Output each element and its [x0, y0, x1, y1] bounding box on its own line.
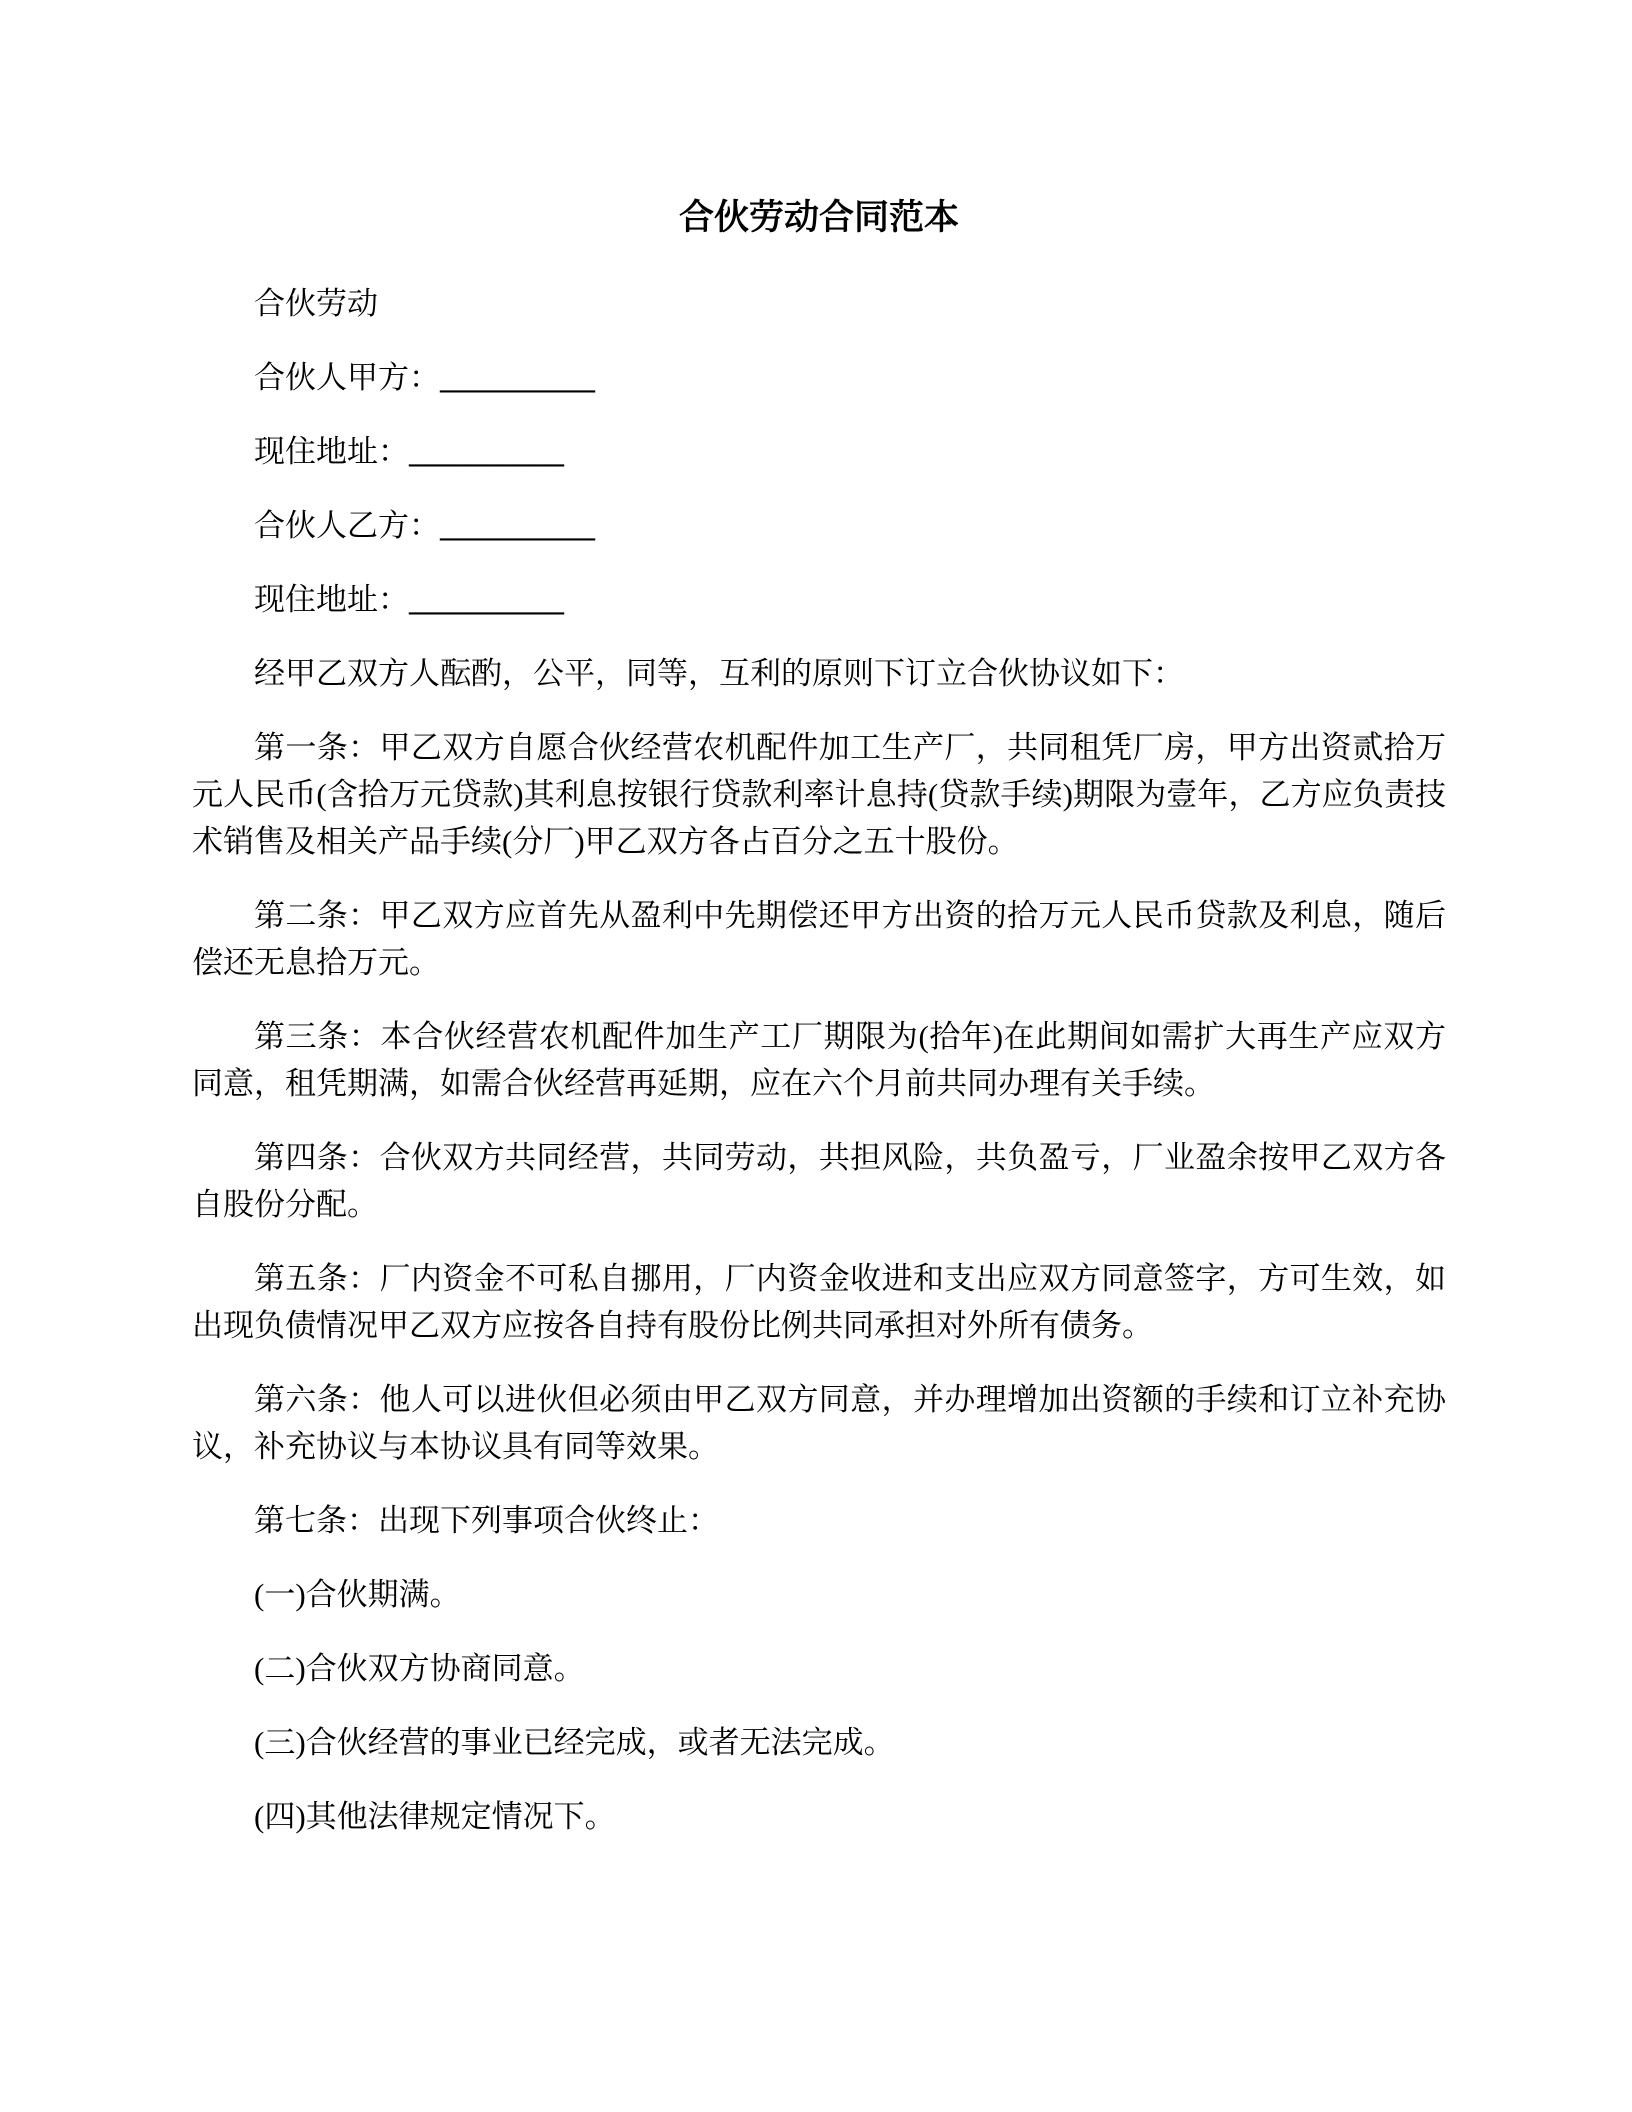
termination-item-4: (四)其他法律规定情况下。 — [254, 1799, 616, 1834]
field-partner-a — [192, 354, 1446, 401]
document-title: 合伙劳动合同范本 — [678, 198, 959, 237]
clause-6: 第六条：他人可以进伙但必须由甲乙双方同意，并办理增加出资额的手续和订立补充协议，补充协议与本协议具有同等效果。 — [192, 1382, 1446, 1464]
field-partner-b — [192, 502, 1446, 549]
field-address-b — [192, 576, 1446, 623]
field-address-a — [192, 428, 1446, 475]
termination-item-3: (三)合伙经营的事业已经完成，或者无法完成。 — [254, 1725, 895, 1760]
field-address-a-label: 现住地址： — [254, 434, 409, 469]
preamble: 经甲乙双方人酝酌，公平，同等，互利的原则下订立合伙协议如下： — [254, 656, 1184, 691]
field-partner-b-label: 合伙人乙方： — [254, 508, 440, 543]
field-address-b-label: 现住地址： — [254, 582, 409, 617]
clause-4: 第四条：合伙双方共同经营，共同劳动，共担风险，共负盈亏，厂业盈余按甲乙双方各自股份分配。 — [192, 1140, 1446, 1222]
clause-2: 第二条：甲乙双方应首先从盈利中先期偿还甲方出资的拾万元人民币贷款及利息，随后偿还无息拾万元。 — [192, 898, 1446, 980]
field-address-b-blank-line: __________ — [409, 582, 564, 617]
field-address-a-blank-line: __________ — [409, 434, 564, 469]
field-partner-b-blank-line: __________ — [440, 508, 595, 543]
termination-item-2: (二)合伙双方协商同意。 — [254, 1651, 585, 1686]
field-partner-a-label: 合伙人甲方： — [254, 360, 440, 395]
clause-7: 第七条：出现下列事项合伙终止： — [254, 1503, 719, 1538]
clause-1: 第一条：甲乙双方自愿合伙经营农机配件加工生产厂，共同租凭厂房，甲方出资贰拾万元人民币(含拾万元贷款)其利息按银行贷款利率计息持(贷款手续)期限为壹年，乙方应负责技术销售及相关产品手续(分厂)甲乙双方各占百分之五十股份。 — [192, 730, 1446, 859]
termination-item-1: (一)合伙期满。 — [254, 1577, 461, 1612]
clause-5: 第五条：厂内资金不可私自挪用，厂内资金收进和支出应双方同意签字，方可生效，如出现负债情况甲乙双方应按各自持有股份比例共同承担对外所有债务。 — [192, 1261, 1446, 1343]
clause-3: 第三条：本合伙经营农机配件加生产工厂期限为(拾年)在此期间如需扩大再生产应双方同意，租凭期满，如需合伙经营再延期，应在六个月前共同办理有关手续。 — [192, 1019, 1446, 1101]
field-partner-a-blank-line: __________ — [440, 360, 595, 395]
intro-line: 合伙劳动 — [254, 286, 378, 321]
